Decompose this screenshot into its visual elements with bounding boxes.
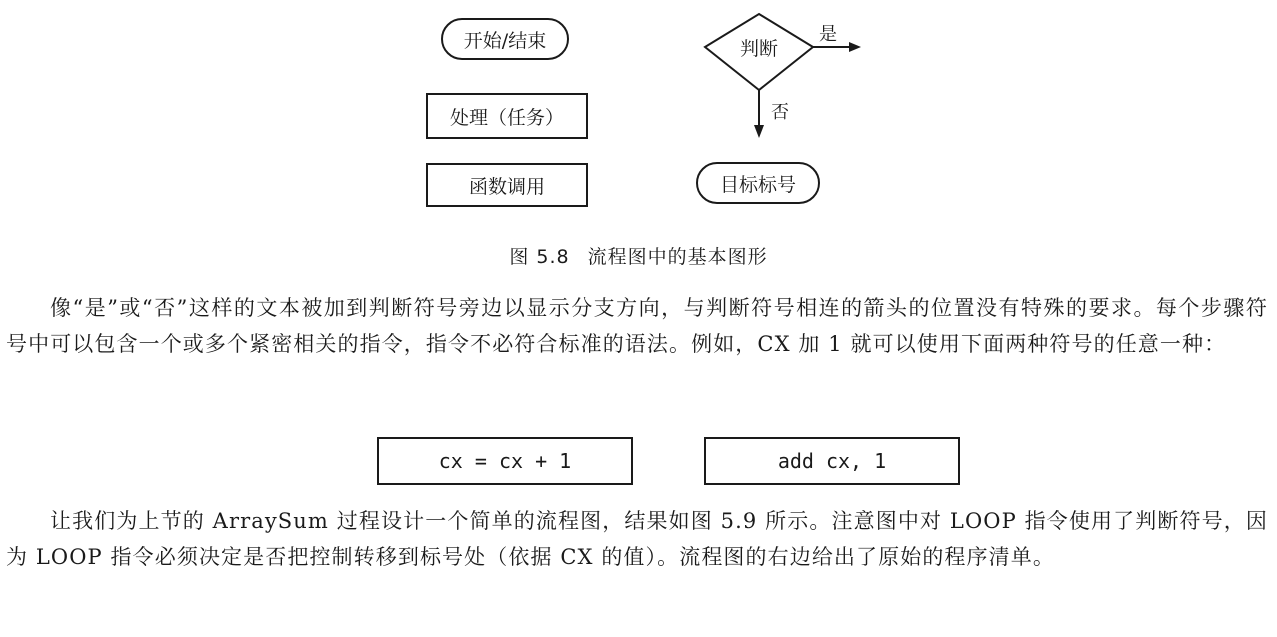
target-label-text: 目标标号 bbox=[719, 173, 796, 196]
code-example-b-text: add cx, 1 bbox=[777, 449, 887, 473]
decision-label-box bbox=[703, 12, 815, 82]
decision-label: 判断 bbox=[739, 37, 778, 60]
function-call-shape bbox=[426, 163, 588, 207]
paragraph-1: 像“是”或“否”这样的文本被加到判断符号旁边以显示分支方向，与判断符号相连的箭头的位置没有特殊的要求。每个步骤符号中可以包含一个或多个紧密相关的指令，指令不必符合标准的语法。例如，CX 加 1 就可以使用下面两种符号的任意一种： bbox=[6, 296, 1268, 356]
figure-title: 流程图中的基本图形 bbox=[587, 246, 768, 268]
yes-label: 是 bbox=[819, 24, 837, 45]
start-end-label: 开始/结束 bbox=[463, 29, 547, 52]
yes-arrow-head bbox=[849, 42, 861, 52]
flowchart-figure bbox=[0, 0, 1277, 240]
figure-caption bbox=[0, 242, 1277, 269]
decision-group bbox=[703, 12, 873, 142]
code-example-a bbox=[377, 437, 633, 485]
code-example-a-text: cx = cx + 1 bbox=[438, 449, 572, 473]
function-call-label: 函数调用 bbox=[468, 175, 545, 198]
target-label-shape bbox=[696, 162, 820, 204]
paragraph-2: 让我们为上节的 ArraySum 过程设计一个简单的流程图，结果如图 5.9 所示。注意图中对 LOOP 指令使用了判断符号，因为 LOOP 指令必须决定是否把控制转移到标号处（依据 CX 的值）。流程图的右边给出了原始的程序清单。 bbox=[6, 509, 1268, 569]
figure-number: 图 5.8 bbox=[509, 246, 570, 268]
no-arrow-head bbox=[754, 125, 764, 138]
process-label: 处理（任务） bbox=[449, 106, 564, 129]
code-example-b bbox=[704, 437, 960, 485]
no-label: 否 bbox=[771, 102, 789, 123]
process-shape bbox=[426, 93, 588, 139]
start-end-shape bbox=[441, 18, 569, 60]
